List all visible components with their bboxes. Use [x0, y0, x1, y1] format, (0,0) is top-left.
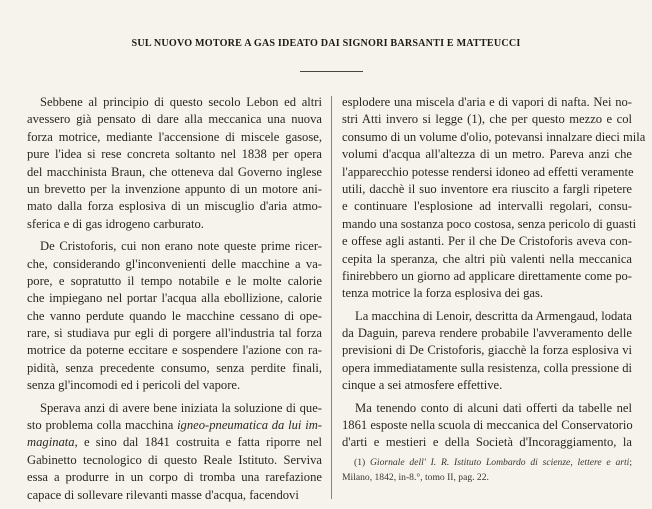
text-line: mato dalla forza esplosiva di un miscuglio d'aria atmo- [27, 199, 322, 214]
text-line: essa a produrre in un corpo di tromba una rarefazione [27, 470, 322, 485]
text-line: che vanno perdute quando le macchine cessano di ope- [27, 308, 322, 323]
paragraph [27, 400, 322, 504]
text-line: avessero già pensato di dare alla meccanica una nuova [27, 112, 322, 127]
left-column [27, 94, 322, 509]
text-line: stri Atti invero si legge (1), che per questo mezzo e col [342, 112, 632, 127]
text-line: Gabinetto tecnologico di questo Reale Istituto. Serviva [27, 452, 322, 467]
paragraph [342, 94, 646, 303]
text-line: l'apparecchio potesse rendersi idoneo ad effetti veramente [342, 164, 634, 179]
paragraph [342, 308, 632, 395]
text-line: che impiegano nel portar l'acqua alla ebollizione, calorie [27, 291, 322, 306]
text-line: d'arti e mestieri e della Società d'Incoraggiamento, la [342, 435, 632, 450]
text-line: pore, e sopratutto il tempo notabile e le molte calorie [27, 273, 322, 288]
text-line: esplodere una miscela d'aria e di vapori di nafta. Nei no- [342, 95, 632, 109]
text-line: consumo di un volume d'olio, potevansi innalzare dieci mila [342, 129, 646, 144]
footnote-source-end: ; [629, 457, 632, 468]
text-line: rare, si studiava pur egli di porgere all'industria tal forza [27, 326, 322, 341]
text-line [27, 434, 322, 451]
text-line: cinque a sei atmosfere effettive. [342, 378, 503, 393]
text-line: opera immediatamente sulla resistenza, colla pressione di [342, 360, 632, 375]
text-line: da Daguin, pareva rendere probabile l'avveramento delle [342, 326, 632, 341]
footnote [342, 455, 632, 485]
text-line: finirebbero un giorno ad applicare direttamente come po- [342, 268, 632, 283]
paragraph [27, 238, 322, 395]
text-line: De Cristoforis, cui non erano note queste prime ricer- [40, 239, 322, 254]
column-divider [331, 96, 332, 499]
text-line: del macchinista Braun, che otteneva dal Governo inglese [27, 164, 322, 179]
text-line: previsioni di De Cristoforis, giacchè la forza esplosiva vi [342, 343, 632, 358]
text-line: pure l'idea si rese concreta soltanto nel 1838 per opera [27, 147, 322, 162]
text-line [27, 417, 322, 434]
text-line: senza gl'incomodi ed i pericoli del vapore. [27, 378, 241, 393]
text-line: mando una sostanza poco costosa, senza pericolo di guasti [342, 216, 637, 231]
right-column [342, 94, 646, 457]
text-line: forza motrice, mediante l'accensione di miscele gasose, [27, 129, 322, 144]
text-line: volumi d'acqua all'altezza di un metro. Pareva anzi che [342, 147, 632, 162]
paragraph [342, 400, 632, 452]
text-line: Ma tenendo conto di alcuni dati offerti da tabelle nel [355, 400, 632, 415]
text-span: , e sino dal 1841 costruita e fatta riporre nel [74, 435, 322, 450]
text-line: motrice da poterne eccitare e sospendere l'azione con ra- [27, 343, 322, 358]
text-span: sto problema colla macchina [27, 418, 178, 433]
text-line: Sebbene al principio di questo secolo Lebon ed altri [40, 95, 322, 109]
text-line: capace di sollevare rilevanti masse d'acqua, facendovi [27, 487, 299, 502]
text-line: 1861 esposte nella scuola di meccanica del Conservatorio [342, 418, 633, 433]
italic-text: igneo-pneumatica da lui im- [177, 418, 322, 433]
text-line: tenza motrice la forza esplosiva dei gas. [342, 286, 544, 301]
footnote-line-2: Milano, 1842, in-8.°, tomo II, pag. 22. [342, 472, 489, 483]
article-title: SUL NUOVO MOTORE A GAS IDEATO DAI SIGNORI BARSANTI E MATTEUCCI [131, 37, 521, 49]
paragraph [27, 94, 322, 233]
footnote-line-1 [342, 455, 632, 470]
text-line: e offese agli astanti. Per il che De Cristoforis aveva con- [342, 234, 632, 249]
text-line: La macchina di Lenoir, descritta da Armengaud, lodata [355, 308, 632, 323]
text-line: sferica e di gas idrogeno carburato. [27, 216, 204, 231]
text-line: che, considerando gl'inconvenienti delle macchine a va- [27, 256, 322, 271]
text-line: Sperava anzi di avere bene iniziata la soluzione di que- [40, 400, 322, 415]
footnote-source: Giornale dell' I. R. Istituto Lombardo di scienze, lettere e arti [369, 457, 630, 468]
text-line: un brevetto per la invenzione appunto di un motore ani- [27, 181, 322, 196]
text-line: cepita la speranza, che altri più valenti nella meccanica [342, 251, 632, 266]
footnote-marker: (1) [354, 457, 370, 468]
title-rule [300, 71, 363, 72]
text-line: pidità, senza precedente consumo, senza perdite finali, [27, 360, 322, 375]
italic-text: maginata [27, 435, 75, 450]
text-line: e continuare l'esplosione ad intervalli regolari, consu- [342, 199, 632, 214]
text-line: utili, dacchè il suo inventore era riuscito a fargli ripetere [342, 181, 632, 196]
